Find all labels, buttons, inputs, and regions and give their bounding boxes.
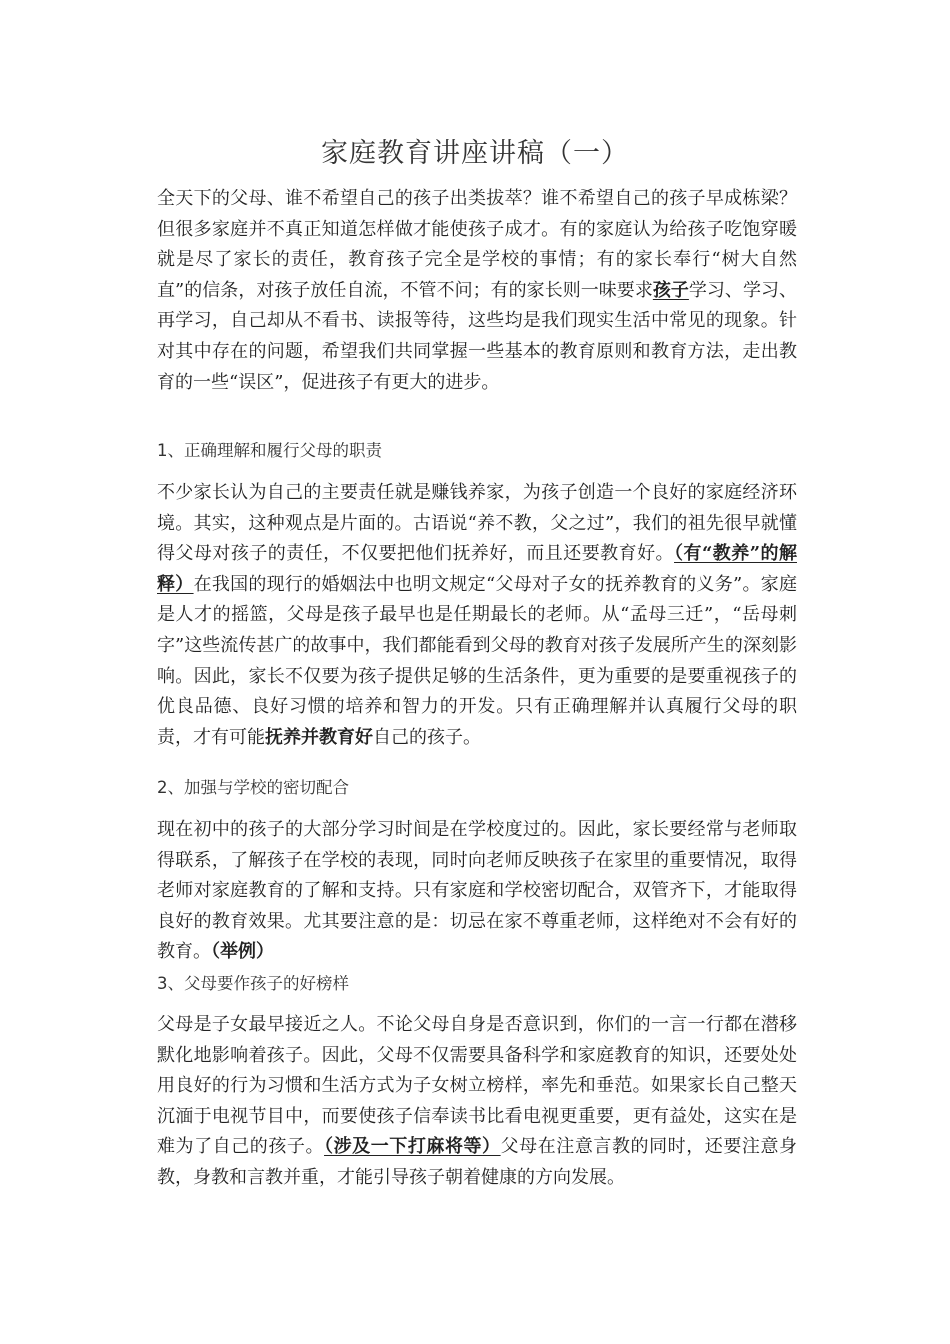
section-3-underlined-note: （涉及一下打麻将等） bbox=[324, 1136, 501, 1158]
section-3-heading: 3、父母要作孩子的好榜样 bbox=[157, 974, 349, 993]
section-2-text-1: 现在初中的孩子的大部分学习时间是在学校度过的。因此，家长要经常与老师取得联系，了解孩子在学校的表现，同时向老师反映孩子在家里的重要情况，取得老师对家庭教育的了解和支持。只有家庭和学校密切配合，双管齐下，才能取得良好的教育效果。尤其要注意的是：切忌在家不尊重老师，这样绝对不会有好的教育。 bbox=[157, 819, 797, 963]
document-title: 家庭教育讲座讲稿（一） bbox=[321, 138, 629, 169]
section-1-bold-phrase: 抚养并教育好 bbox=[265, 726, 373, 748]
section-2-heading: 2、加强与学校的密切配合 bbox=[157, 778, 349, 797]
intro-text-1: 全天下的父母、谁不希望自己的孩子出类拔萃？谁不希望自己的孩子早成栋梁？但很多家庭并不真正知道怎样做才能使孩子成才。有的家庭认为给孩子吃饱穿暖就是尽了家长的责任，教育孩子完全是学校的事情；有的家长奉行“树大自然直”的信条，对孩子放任自流，不管不问；有的家长则一味要求 bbox=[157, 188, 797, 301]
section-3-text-2: 父母在注意言教的同时，还要注意身教，身教和言教并重，才能引导孩子朝着健康的方向发展。 bbox=[157, 1136, 798, 1188]
section-1-paragraph bbox=[157, 478, 797, 753]
section-3-text-1: 父母是子女最早接近之人。不论父母自身是否意识到，你们的一言一行都在潜移默化地影响着孩子。因此，父母不仅需要具备科学和家庭教育的知识，还要处处用良好的行为习惯和生活方式为子女树立榜样，率先和垂范。如果家长自己整天沉湎于电视节目中，而要使孩子信奉读书比看电视更重要，更有益处，这实在是难为了自己的孩子。 bbox=[157, 1014, 797, 1158]
section-1-text-1: 不少家长认为自己的主要责任就是赚钱养家，为孩子创造一个良好的家庭经济环境。其实，这种观点是片面的。古语说“养不教，父之过”，我们的祖先很早就懂得父母对孩子的责任，不仅要把他们抚养好，而且还要教育好。 bbox=[157, 482, 797, 565]
section-3-paragraph bbox=[157, 1010, 797, 1194]
section-1-underlined-note: （有“教养”的解释） bbox=[157, 543, 797, 595]
section-1-heading: 1、正确理解和履行父母的职责 bbox=[157, 441, 382, 460]
intro-underlined-word: 孩子 bbox=[652, 279, 689, 301]
section-2-bold-note: （举例） bbox=[211, 941, 274, 963]
section-1-text-3: 自己的孩子。 bbox=[373, 726, 481, 748]
section-2-paragraph bbox=[157, 815, 797, 968]
intro-paragraph bbox=[157, 184, 797, 398]
intro-text-2: 学习、学习、再学习，自己却从不看书、读报等待，这些均是我们现实生活中常见的现象。针对其中存在的问题，希望我们共同掌握一些基本的教育原则和教育方法，走出教育的一些“误区”，促进孩子有更大的进步。 bbox=[157, 279, 798, 393]
section-1-text-2: 在我国的现行的婚姻法中也明文规定“父母对子女的抚养教育的义务”。家庭是人才的摇篮，父母是孩子最早也是任期最长的老师。从“孟母三迁”，“岳母刺字”这些流传甚广的故事中，我们都能看到父母的教育对孩子发展所产生的深刻影响。因此，家长不仅要为孩子提供足够的生活条件，更为重要的是要重视孩子的优良品德、良好习惯的培养和智力的开发。只有正确理解并认真履行父母的职责，才有可能 bbox=[157, 573, 798, 748]
